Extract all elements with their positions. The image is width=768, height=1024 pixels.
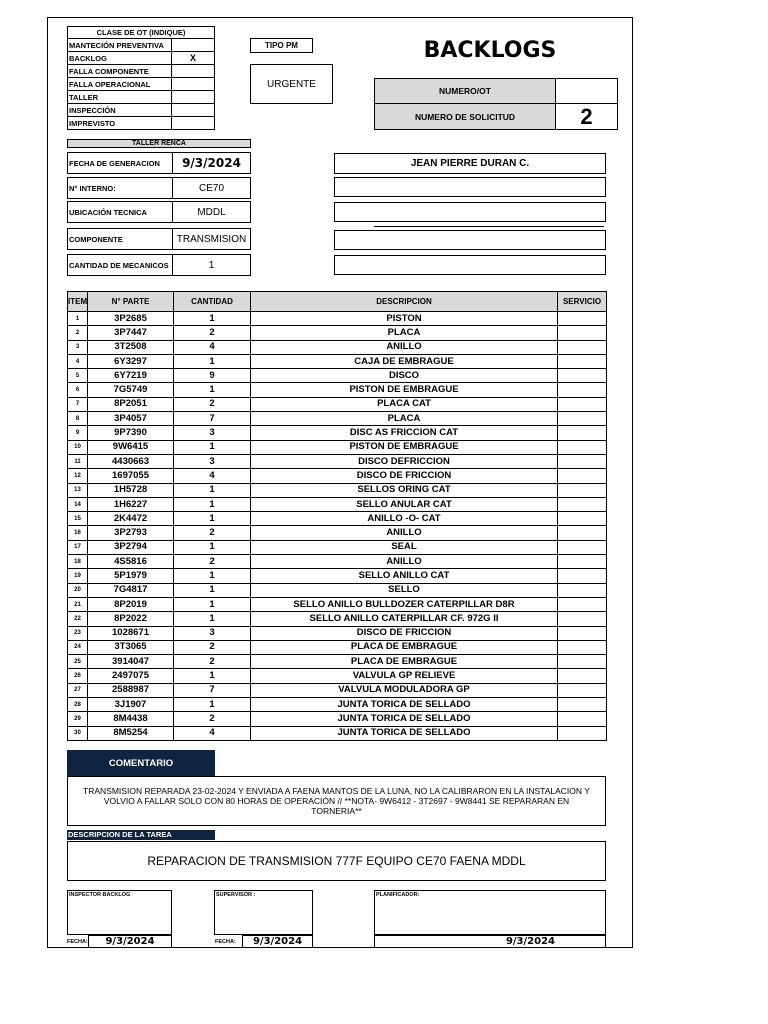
item-number: 7 — [68, 397, 88, 411]
service — [558, 383, 607, 397]
part-number: 1H5728 — [88, 483, 174, 497]
tarea-text: REPARACION DE TRANSMISION 777F EQUIPO CE70 FAENA MDDL — [67, 841, 606, 881]
description: SELLO ANILLO CATERPILLAR CF. 972G II — [251, 612, 558, 626]
item-number: 1 — [68, 312, 88, 326]
quantity: 4 — [174, 469, 251, 483]
service — [558, 454, 607, 468]
service — [558, 483, 607, 497]
description: DISCO DEFRICCION — [251, 454, 558, 468]
service — [558, 312, 607, 326]
taller-field-label: UBICACIÓN TECNICA — [67, 201, 173, 223]
service — [558, 412, 607, 426]
table-row — [68, 569, 607, 583]
clase-ot-mark[interactable] — [172, 78, 215, 91]
service — [558, 440, 607, 454]
quantity: 1 — [174, 312, 251, 326]
service — [558, 698, 607, 712]
service — [558, 669, 607, 683]
clase-ot-label: FALLA COMPONENTE — [68, 65, 172, 78]
clase-ot-row — [68, 91, 215, 104]
description: SELLO — [251, 583, 558, 597]
item-number: 28 — [68, 698, 88, 712]
description: JUNTA TORICA DE SELLADO — [251, 712, 558, 726]
part-number: 8M5254 — [88, 726, 174, 740]
service — [558, 597, 607, 611]
description: DISCO DE FRICCION — [251, 626, 558, 640]
part-number: 3914047 — [88, 655, 174, 669]
description: DISC AS FRICCION CAT — [251, 426, 558, 440]
quantity: 1 — [174, 497, 251, 511]
part-number: 3P2685 — [88, 312, 174, 326]
quantity: 1 — [174, 440, 251, 454]
table-row — [68, 469, 607, 483]
description: DISCO — [251, 369, 558, 383]
service — [558, 397, 607, 411]
description: PLACA DE EMBRAGUE — [251, 655, 558, 669]
taller-field-label: CANTIDAD DE MECANICOS — [67, 254, 173, 276]
clase-ot-label: BACKLOG — [68, 52, 172, 65]
service — [558, 640, 607, 654]
quantity: 2 — [174, 326, 251, 340]
description: PLACA DE EMBRAGUE — [251, 640, 558, 654]
service — [558, 612, 607, 626]
quantity: 1 — [174, 612, 251, 626]
part-number: 1028671 — [88, 626, 174, 640]
table-row — [68, 397, 607, 411]
item-number: 13 — [68, 483, 88, 497]
quantity: 2 — [174, 655, 251, 669]
supervisor-label: SUPERVISOR : — [216, 892, 256, 898]
item-number: 25 — [68, 655, 88, 669]
table-row — [68, 597, 607, 611]
inspector-label: INSPECTOR BACKLOG — [69, 892, 131, 898]
item-number: 5 — [68, 369, 88, 383]
part-number: 9P7390 — [88, 426, 174, 440]
fecha1-label: FECHA: — [67, 939, 88, 945]
item-number: 19 — [68, 569, 88, 583]
service — [558, 526, 607, 540]
service — [558, 354, 607, 368]
service — [558, 369, 607, 383]
table-row — [68, 512, 607, 526]
table-row — [68, 326, 607, 340]
item-number: 10 — [68, 440, 88, 454]
taller-field-label: FECHA DE GENERACION — [67, 152, 173, 174]
numero-ot-label: NUMERO/OT — [374, 78, 556, 104]
fecha2-value: 9/3/2024 — [242, 935, 313, 948]
description: ANILLO — [251, 526, 558, 540]
clase-ot-label: IMPREVISTO — [68, 117, 172, 130]
tipo-pm-label: TIPO PM — [250, 38, 313, 53]
taller-field-label: COMPONENTE — [67, 228, 173, 250]
part-number: 7G5749 — [88, 383, 174, 397]
part-number: 2588987 — [88, 683, 174, 697]
quantity: 1 — [174, 669, 251, 683]
item-number: 23 — [68, 626, 88, 640]
part-number: 9W6415 — [88, 440, 174, 454]
taller-field-value[interactable]: MDDL — [172, 201, 251, 223]
description: DISCO DE FRICCION — [251, 469, 558, 483]
tarea-label: DESCRIPCION DE LA TAREA — [67, 830, 215, 840]
taller-field-value[interactable]: 9/3/2024 — [172, 152, 251, 174]
service — [558, 569, 607, 583]
item-number: 8 — [68, 412, 88, 426]
blank-field-4 — [334, 255, 606, 275]
quantity: 7 — [174, 412, 251, 426]
service — [558, 326, 607, 340]
description: SELLOS ORING CAT — [251, 483, 558, 497]
inspector-box — [67, 890, 172, 935]
part-number: 3T2508 — [88, 340, 174, 354]
quantity: 4 — [174, 340, 251, 354]
part-number: 2K4472 — [88, 512, 174, 526]
taller-field-label: N° INTERNO: — [67, 177, 173, 199]
part-number: 8M4438 — [88, 712, 174, 726]
quantity: 1 — [174, 483, 251, 497]
item-number: 14 — [68, 497, 88, 511]
fecha1-value: 9/3/2024 — [88, 935, 172, 948]
taller-title: TALLER RENCA — [67, 139, 251, 148]
clase-ot-row — [68, 39, 215, 52]
clase-ot-row — [68, 52, 215, 65]
quantity: 1 — [174, 383, 251, 397]
item-number: 24 — [68, 640, 88, 654]
part-number: 8P2022 — [88, 612, 174, 626]
item-number: 29 — [68, 712, 88, 726]
item-number: 21 — [68, 597, 88, 611]
item-number: 27 — [68, 683, 88, 697]
quantity: 2 — [174, 397, 251, 411]
table-row — [68, 383, 607, 397]
table-row — [68, 312, 607, 326]
clase-ot-table — [67, 38, 215, 130]
table-row — [68, 497, 607, 511]
part-number: 3P2793 — [88, 526, 174, 540]
description: JUNTA TORICA DE SELLADO — [251, 726, 558, 740]
item-number: 6 — [68, 383, 88, 397]
description: PLACA — [251, 326, 558, 340]
quantity: 1 — [174, 569, 251, 583]
table-row — [68, 712, 607, 726]
table-row — [68, 354, 607, 368]
quantity: 1 — [174, 698, 251, 712]
table-row — [68, 626, 607, 640]
clase-ot-mark[interactable] — [172, 117, 215, 130]
table-row — [68, 369, 607, 383]
table-row — [68, 698, 607, 712]
item-number: 30 — [68, 726, 88, 740]
item-number: 20 — [68, 583, 88, 597]
blank-field-2 — [334, 202, 606, 222]
table-row — [68, 540, 607, 554]
table-row — [68, 426, 607, 440]
part-number: 3P7447 — [88, 326, 174, 340]
col-item-header: ITEM — [68, 292, 88, 312]
item-number: 22 — [68, 612, 88, 626]
table-row — [68, 454, 607, 468]
items-table — [67, 291, 607, 741]
description: SELLO ANILLO CAT — [251, 569, 558, 583]
part-number: 3T3065 — [88, 640, 174, 654]
col-servicio-header: SERVICIO — [558, 292, 607, 312]
part-number: 4430663 — [88, 454, 174, 468]
quantity: 2 — [174, 640, 251, 654]
quantity: 2 — [174, 712, 251, 726]
service — [558, 340, 607, 354]
blank-field-3 — [334, 230, 606, 250]
item-number: 12 — [68, 469, 88, 483]
service — [558, 512, 607, 526]
numero-solicitud-label: NUMERO DE SOLICITUD — [374, 103, 556, 130]
responsable-name: JEAN PIERRE DURAN C. — [334, 153, 606, 174]
description: PISTON DE EMBRAGUE — [251, 440, 558, 454]
item-number: 3 — [68, 340, 88, 354]
fecha2-label: FECHA: — [215, 939, 236, 945]
table-row — [68, 726, 607, 740]
service — [558, 655, 607, 669]
part-number: 6Y7219 — [88, 369, 174, 383]
clase-ot-label: MANTECIÓN PREVENTIVA — [68, 39, 172, 52]
service — [558, 426, 607, 440]
service — [558, 583, 607, 597]
service — [558, 626, 607, 640]
description: VALVULA MODULADORA GP — [251, 683, 558, 697]
page-title: BACKLOGS — [423, 38, 557, 63]
supervisor-box — [214, 890, 313, 935]
description: ANILLO -O- CAT — [251, 512, 558, 526]
urgente-label: URGENTE — [250, 64, 333, 104]
clase-ot-label: TALLER — [68, 91, 172, 104]
quantity: 1 — [174, 354, 251, 368]
part-number: 7G4817 — [88, 583, 174, 597]
description: PLACA CAT — [251, 397, 558, 411]
item-number: 11 — [68, 454, 88, 468]
table-row — [68, 640, 607, 654]
part-number: 6Y3297 — [88, 354, 174, 368]
quantity: 9 — [174, 369, 251, 383]
taller-field-value[interactable]: TRANSMISION — [172, 228, 251, 250]
comentario-label: COMENTARIO — [67, 750, 215, 776]
col-cantidad-header: CANTIDAD — [174, 292, 251, 312]
quantity: 1 — [174, 540, 251, 554]
part-number: 5P1979 — [88, 569, 174, 583]
table-row — [68, 683, 607, 697]
item-number: 18 — [68, 555, 88, 569]
table-row — [68, 655, 607, 669]
item-number: 15 — [68, 512, 88, 526]
quantity: 4 — [174, 726, 251, 740]
quantity: 1 — [174, 583, 251, 597]
item-number: 16 — [68, 526, 88, 540]
description: CAJA DE EMBRAGUE — [251, 354, 558, 368]
col-parte-header: N° PARTE — [88, 292, 174, 312]
quantity: 3 — [174, 626, 251, 640]
description: JUNTA TORICA DE SELLADO — [251, 698, 558, 712]
clase-ot-mark[interactable] — [172, 91, 215, 104]
quantity: 3 — [174, 454, 251, 468]
table-row — [68, 440, 607, 454]
description: ANILLO — [251, 555, 558, 569]
description: PISTON — [251, 312, 558, 326]
table-row — [68, 483, 607, 497]
clase-ot-label: INSPECCIÓN — [68, 104, 172, 117]
divider-line — [374, 226, 604, 227]
description: ANILLO — [251, 340, 558, 354]
part-number: 1697055 — [88, 469, 174, 483]
part-number: 4S5816 — [88, 555, 174, 569]
service — [558, 555, 607, 569]
table-row — [68, 669, 607, 683]
fecha3-value: 9/3/2024 — [374, 935, 606, 948]
quantity: 1 — [174, 597, 251, 611]
service — [558, 540, 607, 554]
item-number: 26 — [68, 669, 88, 683]
taller-field-value[interactable]: 1 — [172, 254, 251, 276]
item-number: 17 — [68, 540, 88, 554]
service — [558, 683, 607, 697]
description: SELLO ANULAR CAT — [251, 497, 558, 511]
part-number: 8P2051 — [88, 397, 174, 411]
part-number: 3P4057 — [88, 412, 174, 426]
planificador-box — [374, 890, 606, 935]
clase-ot-mark[interactable] — [172, 65, 215, 78]
part-number: 1H6227 — [88, 497, 174, 511]
table-row — [68, 340, 607, 354]
item-number: 2 — [68, 326, 88, 340]
taller-field-value[interactable]: CE70 — [172, 177, 251, 199]
clase-ot-row — [68, 78, 215, 91]
description: SEAL — [251, 540, 558, 554]
clase-ot-title: CLASE DE OT (INDIQUE) — [67, 26, 215, 39]
table-row — [68, 612, 607, 626]
description: SELLO ANILLO BULLDOZER CATERPILLAR D8R — [251, 597, 558, 611]
quantity: 1 — [174, 512, 251, 526]
comentario-text: TRANSMISION REPARADA 23-02-2024 Y ENVIADA A FAENA MANTOS DE LA LUNA, NO LA CALIBRARON EN LA INSTALACION Y VOLVIO A FALLAR SOLO CON 80 HORAS DE OPERACIÓN // **NOTA- 9W6412 - 3T2697 - 9W8441 SE REPARARAN EN TORNERIA** — [67, 776, 606, 826]
service — [558, 726, 607, 740]
clase-ot-mark[interactable] — [172, 39, 215, 52]
service — [558, 712, 607, 726]
item-number: 4 — [68, 354, 88, 368]
blank-field-1 — [334, 177, 606, 197]
part-number: 3P2794 — [88, 540, 174, 554]
table-row — [68, 412, 607, 426]
quantity: 7 — [174, 683, 251, 697]
description: PLACA — [251, 412, 558, 426]
part-number: 2497075 — [88, 669, 174, 683]
item-number: 9 — [68, 426, 88, 440]
quantity: 2 — [174, 555, 251, 569]
service — [558, 469, 607, 483]
description: PISTON DE EMBRAGUE — [251, 383, 558, 397]
clase-ot-mark[interactable] — [172, 104, 215, 117]
part-number: 3J1907 — [88, 698, 174, 712]
table-row — [68, 526, 607, 540]
service — [558, 497, 607, 511]
description: VALVULA GP RELIEVE — [251, 669, 558, 683]
clase-ot-label: FALLA OPERACIONAL — [68, 78, 172, 91]
part-number: 8P2019 — [88, 597, 174, 611]
clase-ot-row — [68, 117, 215, 130]
clase-ot-mark[interactable]: X — [172, 52, 215, 65]
clase-ot-row — [68, 104, 215, 117]
quantity: 3 — [174, 426, 251, 440]
numero-ot-value — [555, 78, 618, 104]
numero-solicitud-value: 2 — [555, 103, 618, 130]
col-descripcion-header: DESCRIPCION — [251, 292, 558, 312]
quantity: 2 — [174, 526, 251, 540]
table-row — [68, 555, 607, 569]
planificador-label: PLANIFICADOR: — [376, 892, 420, 898]
clase-ot-row — [68, 65, 215, 78]
table-row — [68, 583, 607, 597]
